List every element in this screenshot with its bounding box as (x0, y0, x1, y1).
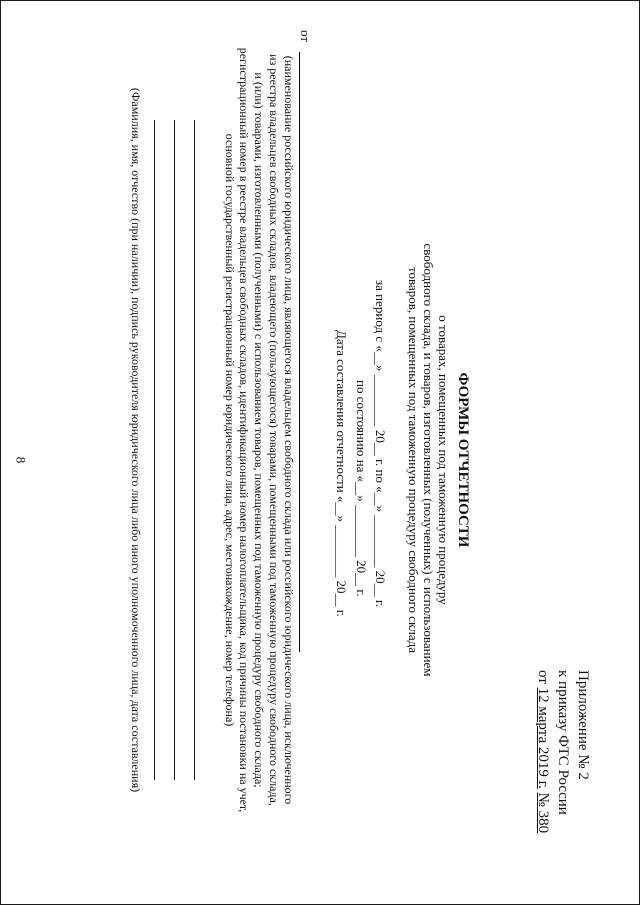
appendix-line-1: Приложение № 2 (575, 670, 591, 780)
org-desc-line-5: основной государственный регистрационный номер юридического лица, адрес, местонахождение, номер телефона) (223, 133, 237, 727)
subtitle-line-1: о товарах, помещенных под таможенную процедуру (436, 315, 451, 605)
org-desc-line-4: регистрационный номер в реестре владельцев свободных складов, идентификационный номер налогоплательщика, код причины постановки на учет, (237, 47, 251, 813)
appendix-line-3: от 12 марта 2019 г. № 380 (535, 670, 551, 834)
org-desc-line-2: из реестра владельцев свободных складов, владеющего (пользующегося) товарами, помещенными под таможенную процедуру свободного склада, (267, 54, 281, 806)
subtitle-line-3: товаров, помещенных под таможенную процедуру свободного склада (406, 266, 421, 653)
appendix-date: 12 марта 2019 г. (535, 687, 551, 789)
appendix-line-2: к приказу ФТС России (555, 670, 571, 815)
document-title: ФОРМЫ ОТЧЕТНОСТИ (455, 372, 471, 548)
blank-line-3 (154, 120, 155, 780)
org-desc-line-3: и (или) товарами, изготовленными (полученными) с использованием товаров, помещенных под таможенную процедуру свободного склада; (252, 72, 266, 788)
signature-caption: (Фамилия, имя, отчество (при наличии), подпись руководителя юридического лица либо иного уполномоченного лица, дата составления) (129, 87, 143, 793)
from-label: от (298, 30, 313, 43)
page-number: 8 (13, 456, 29, 464)
org-desc-line-1: (наименование российского юридического лица, являющегося владельцем свободного склада или российского юридического лица, исключенного (282, 55, 296, 805)
appendix-number: № 380 (535, 792, 551, 834)
rotated-document (40, 30, 600, 890)
compilation-date-line: Дата составления отчетности «__» ________ 20__ г. (334, 330, 349, 617)
status-date-line: по состоянию на «__» ________ 20__ г. (354, 380, 369, 597)
blank-line-2 (174, 120, 175, 780)
org-name-line (299, 52, 300, 652)
period-line: за период с «__» ________ 20__ г. по «__» ________ 20__ г. (373, 280, 388, 608)
blank-line-1 (194, 120, 195, 780)
subtitle-line-2: свободного склада, и товаров, изготовленных (полученных) с использованием (421, 243, 436, 677)
